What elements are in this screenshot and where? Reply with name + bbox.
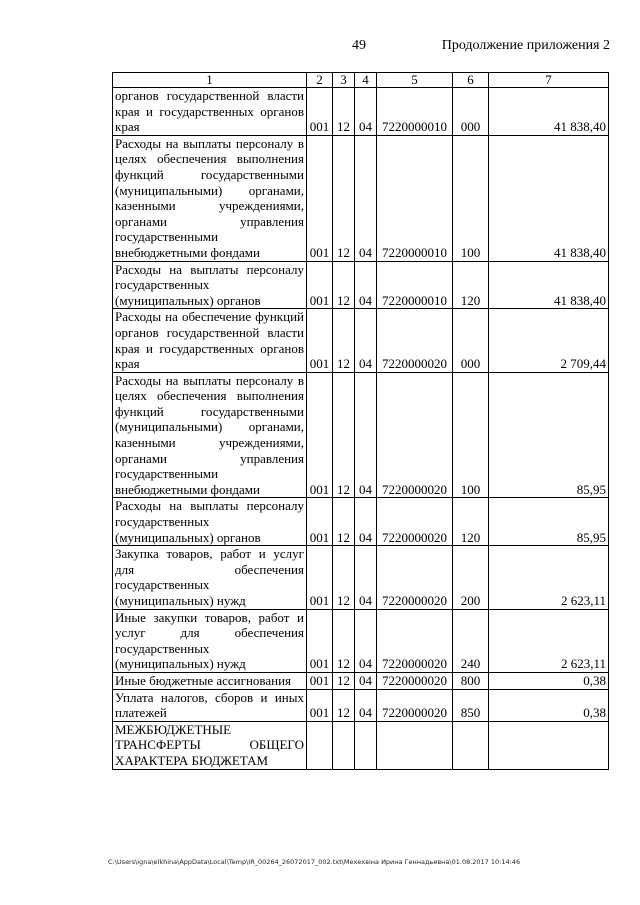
- row-name: Расходы на выплаты персоналу государственных (муниципальных) органов: [113, 261, 307, 309]
- table-header-row: [113, 73, 609, 88]
- cell-code-6: 240: [453, 609, 489, 672]
- cell-code-3: 12: [333, 546, 355, 609]
- cell-code-5: 7220000020: [377, 372, 453, 498]
- cell-code-3: 12: [333, 498, 355, 546]
- cell-code-3: 12: [333, 609, 355, 672]
- table-row: [113, 721, 609, 769]
- column-header: 5: [377, 73, 453, 88]
- cell-amount: 0,38: [489, 672, 609, 689]
- row-name: Уплата налогов, сборов и иных платежей: [113, 689, 307, 721]
- cell-code-3: [333, 721, 355, 769]
- cell-code-5: 7220000010: [377, 261, 453, 309]
- table-row: [113, 88, 609, 136]
- cell-code-2: 001: [307, 546, 333, 609]
- table-row: [113, 498, 609, 546]
- cell-amount: 2 623,11: [489, 546, 609, 609]
- cell-amount: 41 838,40: [489, 261, 609, 309]
- cell-code-4: 04: [355, 689, 377, 721]
- column-header: 2: [307, 73, 333, 88]
- cell-code-6: 000: [453, 88, 489, 136]
- cell-code-6: 120: [453, 498, 489, 546]
- cell-code-6: 100: [453, 372, 489, 498]
- column-header: 1: [113, 73, 307, 88]
- continuation-label: Продолжение приложения 2: [441, 38, 610, 53]
- cell-amount: 0,38: [489, 689, 609, 721]
- cell-code-2: 001: [307, 261, 333, 309]
- budget-table: [112, 72, 609, 770]
- cell-code-2: 001: [307, 689, 333, 721]
- cell-code-2: 001: [307, 609, 333, 672]
- cell-code-4: [355, 721, 377, 769]
- cell-code-2: 001: [307, 498, 333, 546]
- row-name: органов государственной власти края и государственных органов края: [113, 88, 307, 136]
- cell-code-2: 001: [307, 372, 333, 498]
- cell-code-6: 800: [453, 672, 489, 689]
- table-row: [113, 309, 609, 372]
- cell-code-5: 7220000020: [377, 309, 453, 372]
- table-row: [113, 135, 609, 261]
- cell-amount: 85,95: [489, 372, 609, 498]
- cell-amount: 41 838,40: [489, 135, 609, 261]
- file-path-footer: C:\Users\igna\elkhina\AppData\Local\Temp\IR_00264_26072017_002.txt\Мехехвіна Ирина Геннадьевна\01.08.2017 10:14:46: [108, 858, 521, 866]
- cell-amount: 2 709,44: [489, 309, 609, 372]
- cell-code-2: 001: [307, 309, 333, 372]
- cell-code-4: 04: [355, 261, 377, 309]
- column-header: 4: [355, 73, 377, 88]
- table-row: [113, 261, 609, 309]
- cell-code-4: 04: [355, 309, 377, 372]
- row-name: Расходы на обеспечение функций органов государственной власти края и государственных органов края: [113, 309, 307, 372]
- cell-code-5: 7220000010: [377, 135, 453, 261]
- cell-code-2: 001: [307, 88, 333, 136]
- table-row: [113, 609, 609, 672]
- cell-code-5: 7220000020: [377, 672, 453, 689]
- column-header: 3: [333, 73, 355, 88]
- table-row: [113, 546, 609, 609]
- cell-code-6: 120: [453, 261, 489, 309]
- cell-code-4: 04: [355, 609, 377, 672]
- cell-code-4: 04: [355, 88, 377, 136]
- cell-code-6: 850: [453, 689, 489, 721]
- cell-code-4: 04: [355, 672, 377, 689]
- row-name: Иные закупки товаров, работ и услуг для обеспечения государственных (муниципальных) нужд: [113, 609, 307, 672]
- cell-amount: 41 838,40: [489, 88, 609, 136]
- cell-code-5: 7220000020: [377, 498, 453, 546]
- cell-amount: [489, 721, 609, 769]
- cell-amount: 85,95: [489, 498, 609, 546]
- cell-code-2: 001: [307, 135, 333, 261]
- table-row: [113, 689, 609, 721]
- table-row: [113, 672, 609, 689]
- cell-code-3: 12: [333, 672, 355, 689]
- table-row: [113, 372, 609, 498]
- cell-code-5: 7220000020: [377, 546, 453, 609]
- column-header: 6: [453, 73, 489, 88]
- row-name: Расходы на выплаты персоналу государственных (муниципальных) органов: [113, 498, 307, 546]
- cell-code-3: 12: [333, 88, 355, 136]
- row-name: Расходы на выплаты персоналу в целях обеспечения выполнения функций государственными (муниципальными) органами, казенными учреждениями, органами управления государственными внебюджетными фондами: [113, 135, 307, 261]
- cell-code-5: [377, 721, 453, 769]
- cell-code-3: 12: [333, 261, 355, 309]
- cell-code-3: 12: [333, 309, 355, 372]
- row-name: Расходы на выплаты персоналу в целях обеспечения выполнения функций государственными (муниципальными) органами, казенными учреждениями, органами управления государственными внебюджетными фондами: [113, 372, 307, 498]
- cell-code-2: [307, 721, 333, 769]
- page-header: [0, 38, 640, 58]
- cell-amount: 2 623,11: [489, 609, 609, 672]
- cell-code-6: [453, 721, 489, 769]
- cell-code-6: 200: [453, 546, 489, 609]
- cell-code-6: 100: [453, 135, 489, 261]
- column-header: 7: [489, 73, 609, 88]
- cell-code-5: 7220000020: [377, 609, 453, 672]
- cell-code-4: 04: [355, 498, 377, 546]
- row-name: Иные бюджетные ассигнования: [113, 672, 307, 689]
- cell-code-3: 12: [333, 135, 355, 261]
- cell-code-4: 04: [355, 546, 377, 609]
- cell-code-5: 7220000010: [377, 88, 453, 136]
- cell-code-4: 04: [355, 372, 377, 498]
- page-number: 49: [352, 38, 366, 53]
- cell-code-4: 04: [355, 135, 377, 261]
- cell-code-6: 000: [453, 309, 489, 372]
- row-name: МЕЖБЮДЖЕТНЫЕ ТРАНСФЕРТЫ ОБЩЕГО ХАРАКТЕРА БЮДЖЕТАМ: [113, 721, 307, 769]
- cell-code-3: 12: [333, 372, 355, 498]
- cell-code-5: 7220000020: [377, 689, 453, 721]
- cell-code-2: 001: [307, 672, 333, 689]
- cell-code-3: 12: [333, 689, 355, 721]
- row-name: Закупка товаров, работ и услуг для обеспечения государственных (муниципальных) нужд: [113, 546, 307, 609]
